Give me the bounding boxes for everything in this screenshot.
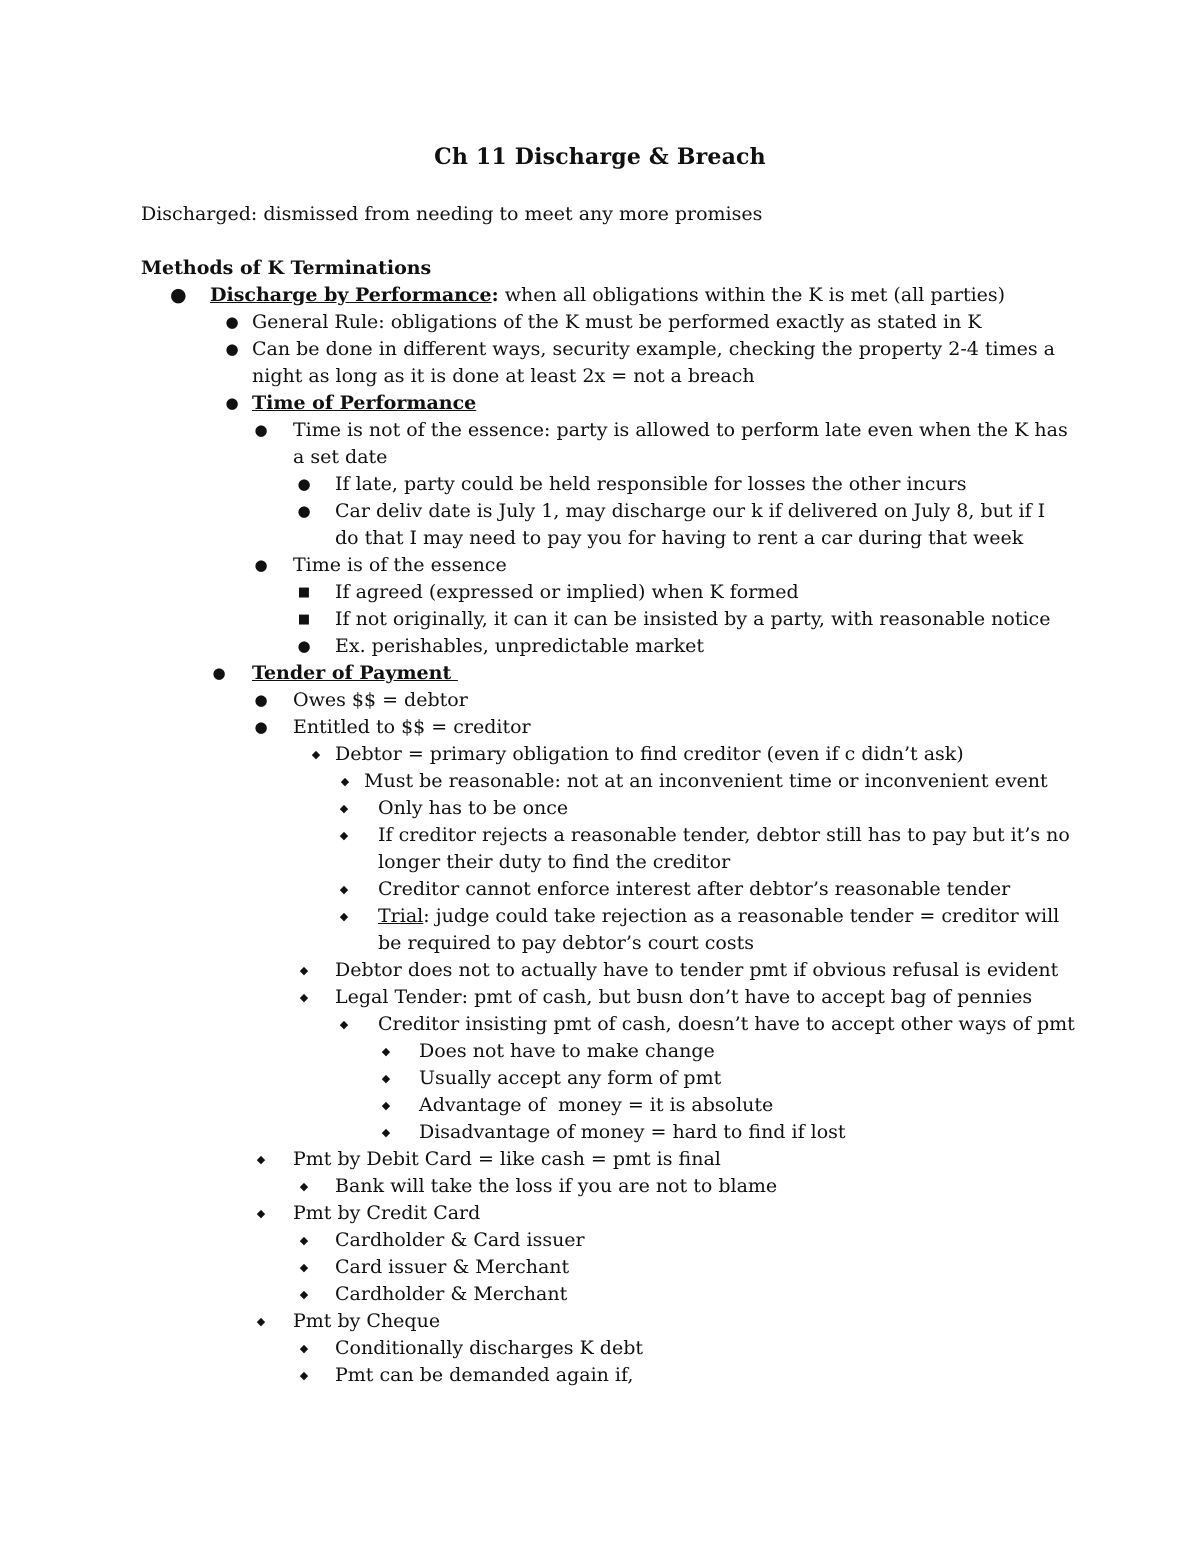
- item-label: Discharge by Performance: [210, 284, 492, 306]
- diamond-bullet-icon: ◆: [381, 1072, 391, 1085]
- item-text: Car deliv date is July 1, may discharge our k if delivered on July 8, but if I: [335, 500, 1046, 522]
- diamond-bullet-icon: ◆: [381, 1126, 391, 1139]
- diamond-bullet-icon: ◆: [299, 1342, 309, 1355]
- outline-list: [0, 282, 1200, 1389]
- list-item: [0, 1281, 1200, 1308]
- item-text: Disadvantage of money = hard to find if lost: [419, 1121, 846, 1143]
- list-item-continuation: [0, 444, 1200, 471]
- item-text: Creditor insisting pmt of cash, doesn’t have to accept other ways of pmt: [378, 1013, 1075, 1035]
- diamond-bullet-icon: ◆: [299, 1369, 309, 1382]
- list-item: [0, 957, 1200, 984]
- item-text: If agreed (expressed or implied) when K formed: [335, 581, 799, 603]
- item-text: longer their duty to find the creditor: [378, 851, 731, 873]
- list-item: [0, 1146, 1200, 1173]
- list-item: [0, 984, 1200, 1011]
- item-text: Owes $$ = debtor: [293, 689, 468, 711]
- item-text: Does not have to make change: [419, 1040, 715, 1062]
- item-text: be required to pay debtor’s court costs: [378, 932, 755, 954]
- diamond-bullet-icon: ◆: [339, 910, 349, 923]
- item-text: Pmt by Cheque: [293, 1310, 441, 1332]
- list-item-continuation: [0, 930, 1200, 957]
- list-item-continuation: [0, 849, 1200, 876]
- item-text: Advantage of money = it is absolute: [419, 1094, 774, 1116]
- list-item: [0, 390, 1200, 417]
- diamond-bullet-icon: ◆: [256, 1207, 266, 1220]
- list-item: [0, 1092, 1200, 1119]
- list-item: [0, 1119, 1200, 1146]
- item-text: night as long as it is done at least 2x = not a breach: [252, 365, 755, 387]
- item-text: Debtor = primary obligation to find creditor (even if c didn’t ask): [335, 743, 964, 765]
- list-item: [0, 1011, 1200, 1038]
- list-item: [0, 282, 1200, 309]
- list-item: [0, 471, 1200, 498]
- item-text: Time is not of the essence: party is allowed to perform late even when the K has: [293, 419, 1068, 441]
- diamond-bullet-icon: ◆: [256, 1153, 266, 1166]
- list-item: [0, 768, 1200, 795]
- diamond-bullet-icon: ◆: [339, 1018, 349, 1031]
- list-item: [0, 417, 1200, 444]
- item-text: Can be done in different ways, security example, checking the property 2-4 times a: [252, 338, 1056, 360]
- list-item: [0, 1335, 1200, 1362]
- item-text: do that I may need to pay you for having to rent a car during that week: [335, 527, 1024, 549]
- page-title: Ch 11 Discharge & Breach: [434, 144, 766, 170]
- list-item: [0, 1038, 1200, 1065]
- bullet-icon: ●: [254, 421, 268, 439]
- item-label: Trial: [378, 905, 424, 927]
- list-item: [0, 309, 1200, 336]
- list-item: [0, 1254, 1200, 1281]
- list-item: [0, 633, 1200, 660]
- list-item-continuation: [0, 525, 1200, 552]
- list-item: [0, 1173, 1200, 1200]
- list-item: [0, 336, 1200, 363]
- list-item: [0, 876, 1200, 903]
- diamond-bullet-icon: ◆: [299, 1180, 309, 1193]
- list-item: [0, 1200, 1200, 1227]
- list-item: [0, 660, 1200, 687]
- item-text: : judge could take rejection as a reasonable tender = creditor will: [423, 905, 1060, 927]
- item-text: Time is of the essence: [293, 554, 507, 576]
- item-text: a set date: [293, 446, 388, 468]
- diamond-bullet-icon: ◆: [299, 964, 309, 977]
- item-text: Cardholder & Merchant: [335, 1283, 568, 1305]
- list-item: [0, 498, 1200, 525]
- bullet-icon: ●: [170, 284, 187, 306]
- bullet-icon: ●: [225, 394, 239, 412]
- diamond-bullet-icon: ◆: [299, 1261, 309, 1274]
- list-item: [0, 714, 1200, 741]
- list-item: [0, 552, 1200, 579]
- square-bullet-icon: ■: [297, 612, 311, 627]
- item-label: Tender of Payment: [252, 662, 458, 684]
- list-item: [0, 579, 1200, 606]
- list-item: [0, 903, 1200, 930]
- section-heading: Methods of K Terminations: [141, 257, 432, 279]
- diamond-bullet-icon: ◆: [339, 883, 349, 896]
- bullet-icon: ●: [254, 691, 268, 709]
- diamond-bullet-icon: ◆: [256, 1315, 266, 1328]
- item-colon: :: [491, 284, 499, 306]
- item-text: If late, party could be held responsible for losses the other incurs: [335, 473, 967, 495]
- diamond-bullet-icon: ◆: [381, 1045, 391, 1058]
- bullet-icon: ●: [297, 475, 311, 493]
- bullet-icon: ●: [212, 664, 226, 682]
- bullet-icon: ●: [225, 340, 239, 358]
- list-item: [0, 1362, 1200, 1389]
- item-text: If creditor rejects a reasonable tender, debtor still has to pay but it’s no: [378, 824, 1070, 846]
- bullet-icon: ●: [297, 637, 311, 655]
- diamond-bullet-icon: ◆: [339, 802, 349, 815]
- item-text: Entitled to $$ = creditor: [293, 716, 531, 738]
- item-text: Only has to be once: [378, 797, 569, 819]
- item-text: Card issuer & Merchant: [335, 1256, 570, 1278]
- item-text: Pmt by Debit Card = like cash = pmt is final: [293, 1148, 721, 1170]
- list-item: [0, 1227, 1200, 1254]
- item-text: Debtor does not to actually have to tender pmt if obvious refusal is evident: [335, 959, 1059, 981]
- item-text: Creditor cannot enforce interest after debtor’s reasonable tender: [378, 878, 1011, 900]
- item-text: when all obligations within the K is met (all parties): [498, 284, 1006, 306]
- item-text: General Rule: obligations of the K must be performed exactly as stated in K: [252, 311, 982, 333]
- diamond-bullet-icon: ◆: [381, 1099, 391, 1112]
- list-item: [0, 1308, 1200, 1335]
- list-item: [0, 606, 1200, 633]
- diamond-bullet-icon: ◆: [339, 829, 349, 842]
- square-bullet-icon: ■: [297, 585, 311, 600]
- item-text: Legal Tender: pmt of cash, but busn don’t have to accept bag of pennies: [335, 986, 1033, 1008]
- item-text: If not originally, it can it can be insisted by a party, with reasonable notice: [335, 608, 1051, 630]
- diamond-bullet-icon: ◆: [340, 775, 350, 788]
- item-text: Bank will take the loss if you are not to blame: [335, 1175, 778, 1197]
- diamond-bullet-icon: ◆: [299, 1288, 309, 1301]
- bullet-icon: ●: [225, 313, 239, 331]
- item-text: Pmt by Credit Card: [293, 1202, 481, 1224]
- bullet-icon: ●: [254, 718, 268, 736]
- item-text: Cardholder & Card issuer: [335, 1229, 585, 1251]
- diamond-bullet-icon: ◆: [299, 991, 309, 1004]
- diamond-bullet-icon: ◆: [299, 1234, 309, 1247]
- item-text: Pmt can be demanded again if,: [335, 1364, 634, 1386]
- list-item: [0, 1065, 1200, 1092]
- bullet-icon: ●: [254, 556, 268, 574]
- list-item-continuation: [0, 363, 1200, 390]
- diamond-bullet-icon: ◆: [311, 748, 321, 761]
- list-item: [0, 822, 1200, 849]
- list-item: [0, 795, 1200, 822]
- item-label: Time of Performance: [252, 392, 477, 414]
- bullet-icon: ●: [297, 502, 311, 520]
- item-text: Ex. perishables, unpredictable market: [335, 635, 705, 657]
- item-text: Usually accept any form of pmt: [419, 1067, 722, 1089]
- list-item: [0, 687, 1200, 714]
- intro-definition: Discharged: dismissed from needing to meet any more promises: [141, 203, 763, 225]
- item-text: Conditionally discharges K debt: [335, 1337, 644, 1359]
- list-item: [0, 741, 1200, 768]
- item-text: Must be reasonable: not at an inconvenient time or inconvenient event: [364, 770, 1048, 792]
